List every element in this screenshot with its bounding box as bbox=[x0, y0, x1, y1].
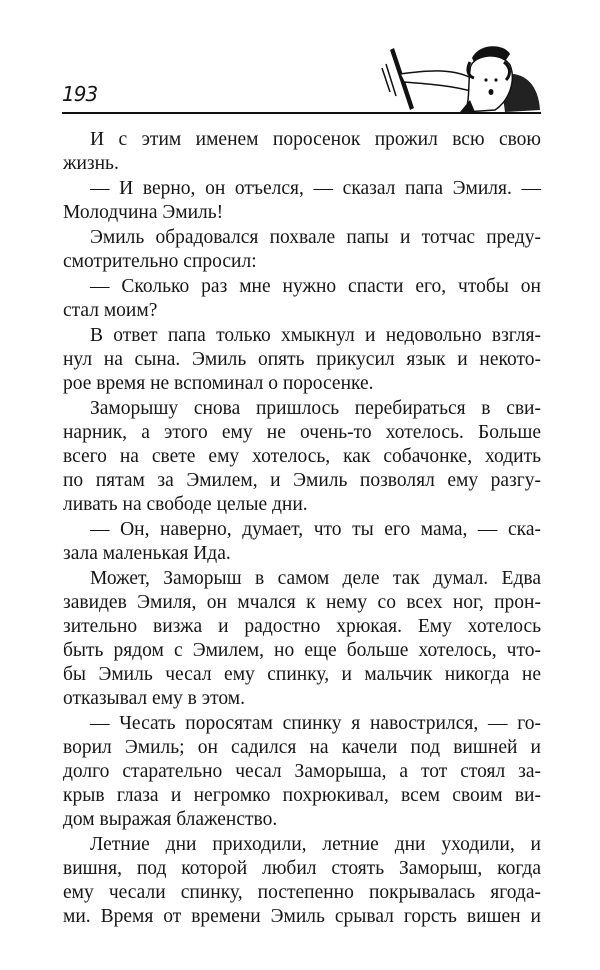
text-line: жизнь. bbox=[63, 153, 119, 174]
text-line: зала маленькая Ида. bbox=[63, 543, 231, 564]
paragraph bbox=[63, 128, 541, 176]
paragraph bbox=[63, 324, 541, 396]
paragraph bbox=[63, 226, 541, 274]
text-line: отказывал ему в этом. bbox=[63, 688, 245, 709]
text-line: — И верно, он отъелся, — сказал папа Эмиля. — bbox=[90, 178, 541, 199]
text-line: — Он, наверно, думает, что ты его мама, — ска- bbox=[90, 519, 541, 540]
text-line: — Чесать поросятам спинку я навострился, — го- bbox=[90, 713, 541, 734]
paragraph bbox=[63, 712, 541, 832]
text-line: ворил Эмиль; он садился на качели под вишней и bbox=[63, 737, 541, 758]
paragraph bbox=[63, 567, 541, 711]
text-line: Эмиль обрадовался похвале папы и тотчас преду- bbox=[90, 227, 541, 248]
paragraph bbox=[63, 275, 541, 323]
text-line: долго старательно чесал Заморыша, а тот стоял за- bbox=[63, 761, 541, 782]
text-line: Летние дни приходили, летние дни уходили, и bbox=[90, 834, 541, 855]
text-line: всего на свете ему хотелось, как собачонке, ходить bbox=[63, 446, 541, 467]
text-line: смотрительно спросил: bbox=[63, 251, 257, 272]
text-line: по пятам за Эмилем, и Эмиль позволял ему разгу- bbox=[63, 470, 541, 491]
text-line: Заморышу снова пришлось перебираться в сви- bbox=[90, 398, 541, 419]
text-line: И с этим именем поросенок прожил всю свою bbox=[90, 129, 541, 150]
text-line: дом выражая блаженство. bbox=[63, 809, 278, 830]
text-line: Молодчина Эмиль! bbox=[63, 202, 224, 223]
paragraph bbox=[63, 397, 541, 517]
body-text bbox=[63, 128, 541, 929]
paragraph bbox=[63, 177, 541, 225]
text-line: рое время не вспоминал о поросенке. bbox=[63, 373, 374, 394]
text-line: стал моим? bbox=[63, 300, 158, 321]
text-line: нарник, а этого ему не очень-то хотелось. Больше bbox=[63, 422, 541, 443]
boy-with-stick-illustration bbox=[370, 40, 545, 115]
text-line: ми. Время от времени Эмиль срывал горсть вишен и bbox=[63, 906, 541, 927]
text-line: быть рядом с Эмилем, но еще больше хотелось, что- bbox=[63, 640, 541, 661]
page-number: 193 bbox=[62, 82, 98, 106]
text-line: В ответ папа только хмыкнул и недовольно взгля- bbox=[90, 325, 541, 346]
text-line: нул на сына. Эмиль опять прикусил язык и некото- bbox=[63, 349, 541, 370]
paragraph bbox=[63, 518, 541, 566]
text-line: вишня, под которой любил стоять Заморыш, когда bbox=[63, 858, 541, 879]
text-line: ему чесали спинку, постепенно покрывалась ягода- bbox=[63, 882, 541, 903]
text-line: зительно визжа и радостно хрюкая. Ему хотелось bbox=[63, 616, 541, 637]
paragraph bbox=[63, 833, 541, 929]
text-line: ливать на свободе целые дни. bbox=[63, 494, 308, 515]
text-line: бы Эмиль чесал ему спинку, и мальчик никогда не bbox=[63, 664, 541, 685]
text-line: Может, Заморыш в самом деле так думал. Едва bbox=[90, 568, 541, 589]
text-line: крыв глаза и негромко похрюкивал, всем своим ви- bbox=[63, 785, 541, 806]
text-line: — Сколько раз мне нужно спасти его, чтобы он bbox=[90, 276, 541, 297]
text-line: завидев Эмиля, он мчался к нему со всех ног, прон- bbox=[63, 592, 541, 613]
